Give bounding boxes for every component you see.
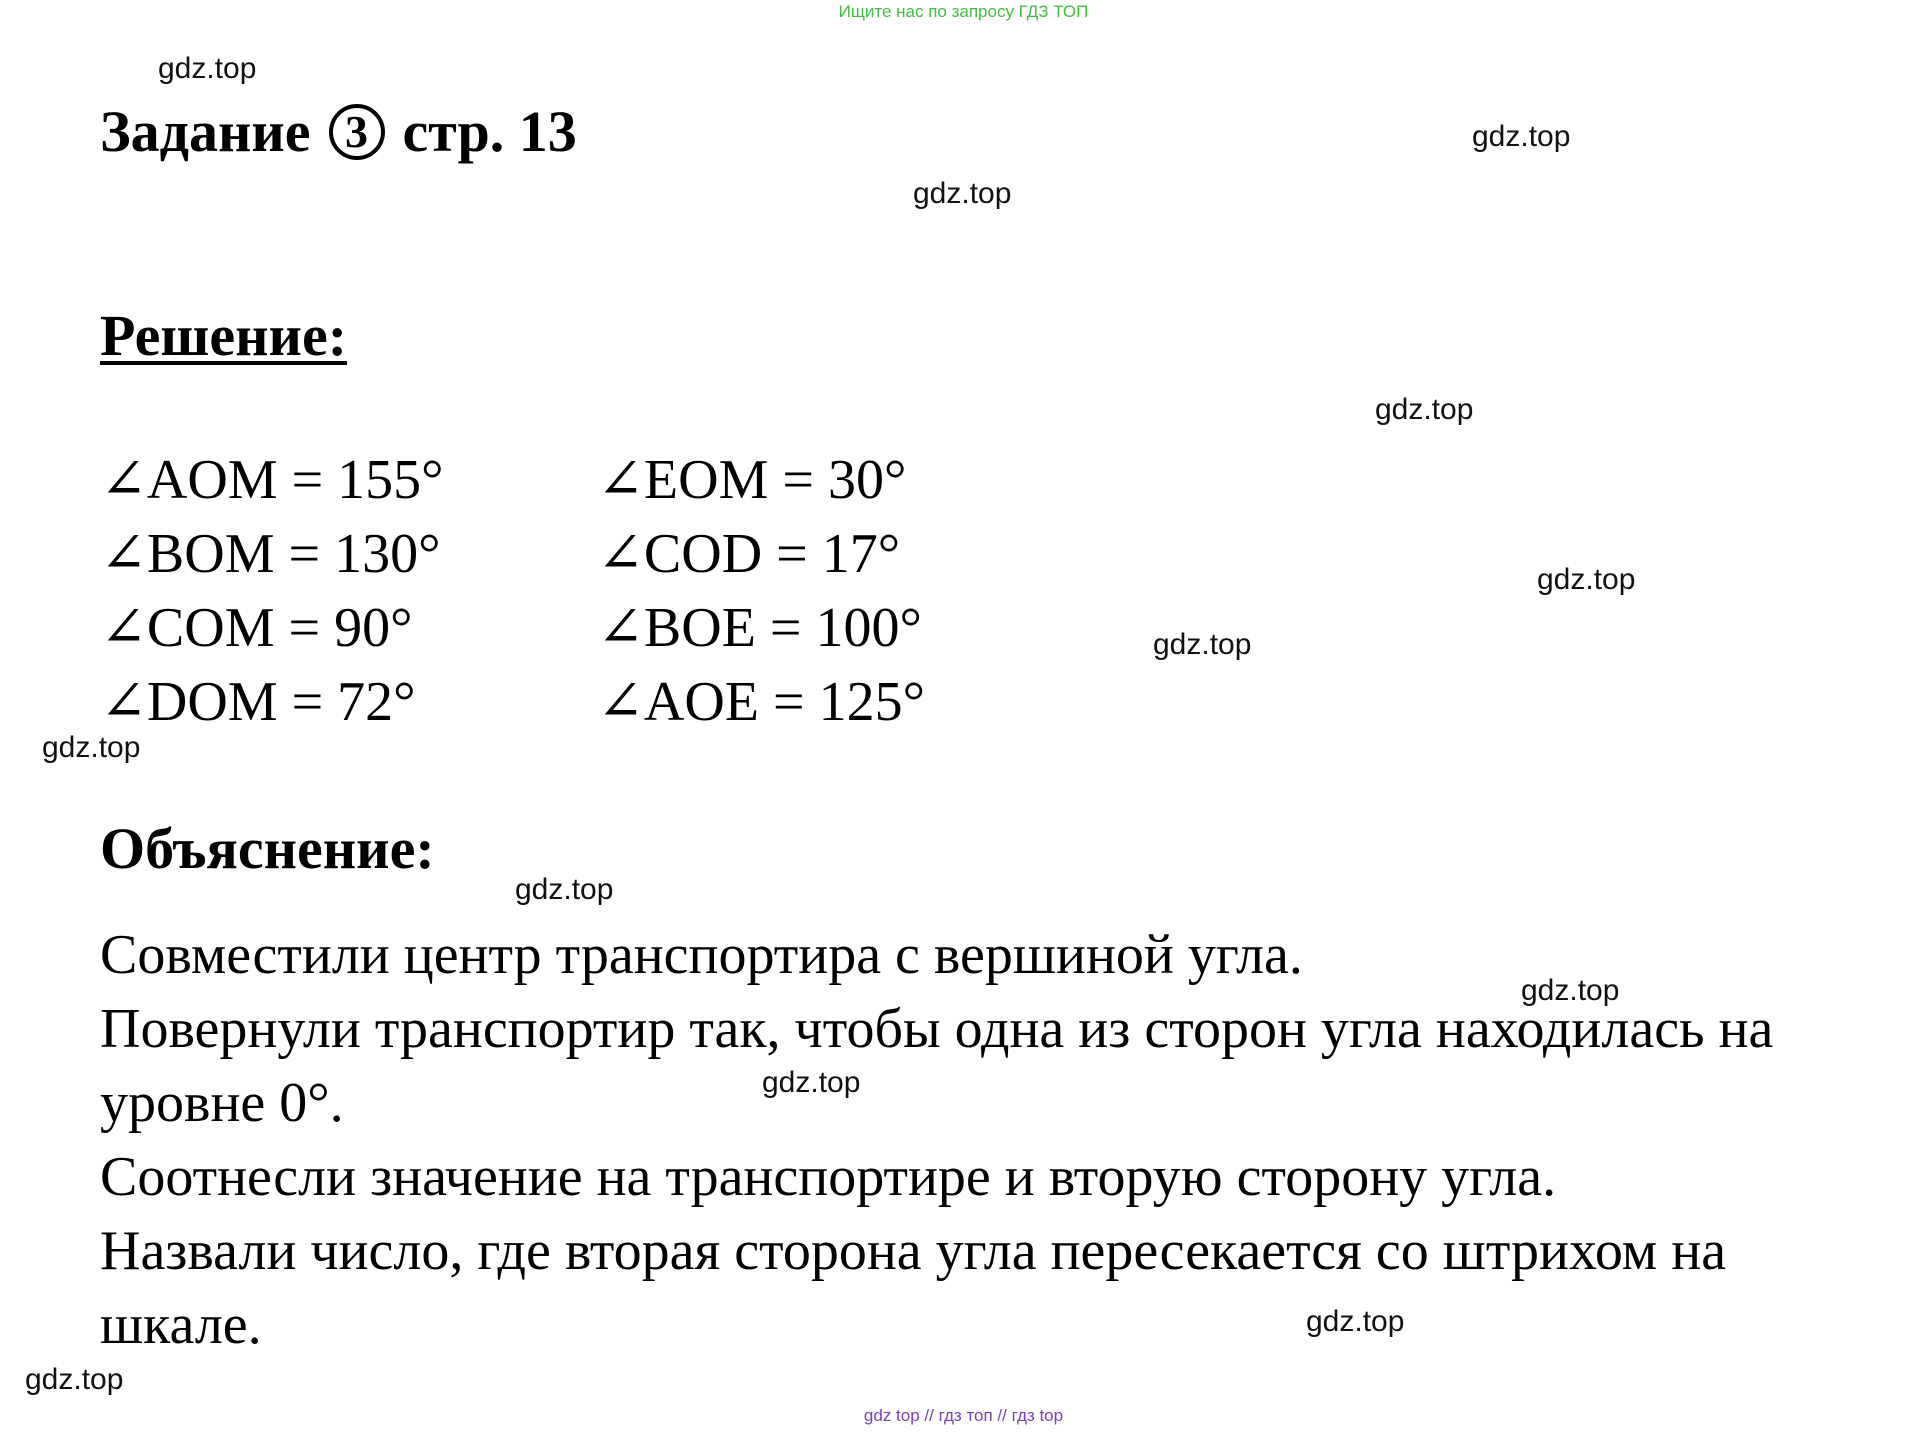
angle-boe: ∠BOE = 100°	[597, 597, 922, 659]
explanation-heading: Объяснение:	[100, 816, 435, 881]
watermark: gdz.top	[1472, 120, 1571, 153]
watermark: gdz.top	[1521, 974, 1620, 1007]
angle-aoe: ∠AOE = 125°	[597, 671, 925, 733]
watermark: gdz.top	[25, 1363, 124, 1396]
footer-links: gdz top // гдз топ // гдз top	[863, 1406, 1064, 1425]
angle-cod: ∠COD = 17°	[597, 523, 901, 585]
explanation-line-5: Назвали число, где вторая сторона угла пересекается со штрихом на	[100, 1220, 1727, 1282]
solution-heading: Решение:	[100, 303, 348, 368]
explanation-line-1: Совместили центр транспортира с вершиной угла.	[100, 924, 1303, 986]
watermark: gdz.top	[42, 731, 141, 764]
explanation-line-6: шкале.	[100, 1294, 262, 1356]
title-suffix: стр. 13	[402, 99, 577, 164]
angle-bom: ∠BOM = 130°	[100, 523, 441, 585]
watermark: gdz.top	[1153, 628, 1252, 661]
page-title	[100, 98, 577, 165]
explanation-line-4: Соотнесли значение на транспортире и вторую сторону угла.	[100, 1146, 1557, 1208]
angle-com: ∠COM = 90°	[100, 597, 413, 659]
watermark: gdz.top	[1537, 563, 1636, 596]
angle-eom: ∠EOM = 30°	[597, 449, 907, 511]
angle-dom: ∠DOM = 72°	[100, 671, 416, 733]
watermark: gdz.top	[515, 873, 614, 906]
task-number-circle: 3	[329, 104, 385, 160]
watermark: gdz.top	[1375, 393, 1474, 426]
angle-aom: ∠AOM = 155°	[100, 449, 444, 511]
watermark: gdz.top	[913, 177, 1012, 210]
explanation-line-3: уровне 0°.	[100, 1072, 344, 1134]
watermark: gdz.top	[158, 52, 257, 85]
watermark: gdz.top	[1306, 1305, 1405, 1338]
explanation-line-2: Повернули транспортир так, чтобы одна из сторон угла находилась на	[100, 998, 1774, 1060]
title-prefix: Задание	[100, 99, 311, 164]
top-banner: Ищите нас по запросу ГДЗ ТОП	[838, 2, 1089, 21]
watermark: gdz.top	[762, 1066, 861, 1099]
